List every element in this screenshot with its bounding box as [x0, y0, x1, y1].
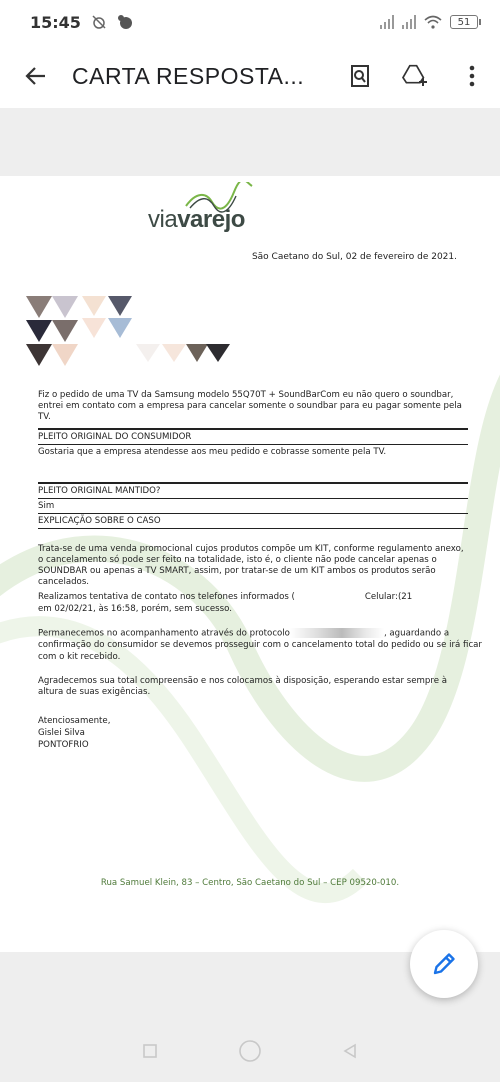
via-varejo-logo: viavarejo: [148, 206, 245, 233]
status-bar: [0, 0, 500, 44]
back-nav-icon[interactable]: [342, 1043, 358, 1059]
section-divider: [38, 513, 468, 514]
recents-icon[interactable]: [142, 1043, 158, 1059]
app-notification-icon: [117, 14, 133, 30]
signature-greeting: Atenciosamente,: [38, 716, 111, 726]
signal-icon-2: [402, 15, 416, 29]
back-button[interactable]: [0, 44, 72, 108]
protocol-line-3: com o kit recebido.: [38, 652, 121, 662]
add-to-drive-icon: [402, 64, 430, 88]
section-divider: [38, 482, 468, 484]
contact-line-2: em 02/02/21, às 16:58, porém, sem sucesso.: [38, 604, 232, 614]
add-to-drive-button[interactable]: [388, 44, 444, 108]
system-nav-bar: [0, 1020, 500, 1082]
redacted-protocol: [290, 628, 384, 638]
document-title: CARTA RESPOSTA...: [72, 62, 305, 89]
redacted-recipient: [26, 296, 236, 366]
protocol-line-2: confirmação do consumidor se devemos prosseguir com o cancelamento total do pedido ou se irá ficar: [38, 640, 482, 650]
section-divider: [38, 498, 468, 499]
section-divider: [38, 444, 468, 445]
kit-paragraph: Trata-se de uma venda promocional cujos produtos compõe um KIT, conforme regulamento anexo, o cancelamento só pode ser feito na totalidade, isto é, o cliente não pode cancelar apenas o SOUNDBAR ou apenas a TV SMART, assim, por tratar-se de um KIT ambos os produtos serão cancelados.: [38, 544, 464, 587]
pleito-heading: PLEITO ORIGINAL DO CONSUMIDOR: [38, 432, 192, 442]
letter-date: São Caetano do Sul, 02 de fevereiro de 2021.: [251, 252, 457, 262]
signature-company: PONTOFRIO: [38, 740, 89, 750]
app-bar: [0, 44, 500, 108]
status-time: 15:45: [30, 12, 81, 32]
pencil-icon: [431, 951, 457, 977]
status-left: [30, 13, 133, 32]
search-document-icon: [349, 64, 371, 88]
edit-fab-button[interactable]: [410, 930, 478, 998]
letter-footer-address: Rua Samuel Klein, 83 – Centro, São Caetano do Sul – CEP 09520-010.: [100, 878, 400, 888]
explicacao-heading: EXPLICAÇÃO SOBRE O CASO: [38, 516, 161, 526]
document-page[interactable]: [0, 176, 500, 952]
battery-icon: [450, 15, 478, 29]
find-in-document-button[interactable]: [332, 44, 388, 108]
signal-icon: [380, 15, 394, 29]
more-vert-icon: [469, 65, 475, 87]
arrow-back-icon: [24, 64, 48, 88]
wifi-icon: [424, 15, 442, 29]
alarm-off-icon: [91, 14, 107, 30]
request-paragraph: Fiz o pedido de uma TV da Samsung modelo 55Q70T + SoundBarCom eu não quero o soundbar, entrei em contato com a empresa para cancelar somente o soundbar para eu pagar somente pela TV.: [38, 390, 462, 422]
more-options-button[interactable]: [444, 44, 500, 108]
thanks-paragraph: Agradecemos sua total compreensão e nos colocamos à disposição, esperando estar sempre à altura de suas exigências.: [38, 676, 448, 697]
status-right: [380, 15, 478, 29]
protocol-line-1: Permanecemos no acompanhamento através do protocolo , aguardando a: [38, 628, 450, 639]
section-divider: [38, 528, 468, 529]
mantido-value: Sim: [38, 501, 55, 511]
battery-level: 51: [457, 16, 471, 28]
home-icon[interactable]: [238, 1039, 262, 1063]
signature-name: Gislei Silva: [38, 728, 85, 738]
section-divider: [38, 428, 468, 430]
mantido-heading: PLEITO ORIGINAL MANTIDO?: [38, 486, 161, 496]
pleito-text: Gostaria que a empresa atendesse aos meu pedido e cobrasse somente pela TV.: [38, 447, 387, 457]
contact-line-1: Realizamos tentativa de contato nos telefones informados ( Celular:(21: [38, 592, 413, 602]
